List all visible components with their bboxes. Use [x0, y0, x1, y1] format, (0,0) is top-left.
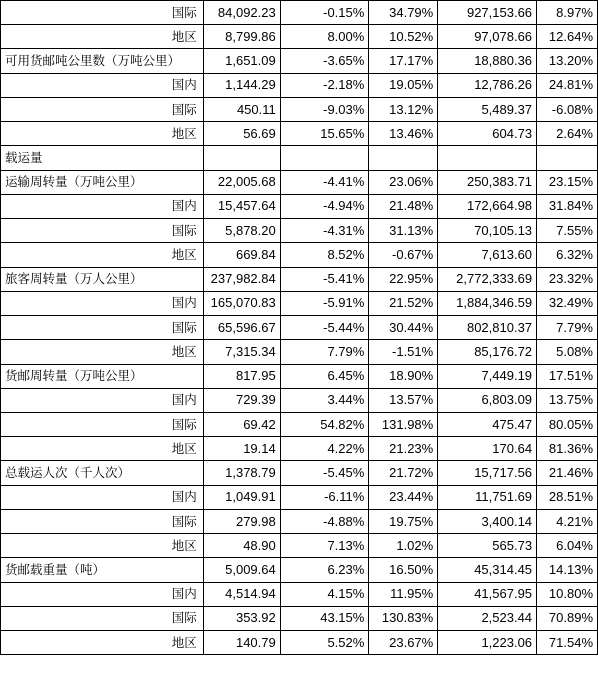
value-cell: 21.48%	[369, 194, 438, 218]
row-label: 旅客周转量（万人公里）	[1, 267, 204, 291]
value-cell: 21.52%	[369, 291, 438, 315]
value-cell: 70.89%	[537, 606, 598, 630]
table-row	[1, 243, 598, 267]
value-cell: 13.57%	[369, 388, 438, 412]
value-cell: 15.65%	[280, 122, 369, 146]
value-cell: 4.22%	[280, 437, 369, 461]
value-cell	[438, 146, 537, 170]
value-cell: 23.06%	[369, 170, 438, 194]
value-cell: 4,514.94	[203, 582, 280, 606]
value-cell: 1,144.29	[203, 73, 280, 97]
value-cell: -9.03%	[280, 97, 369, 121]
value-cell: 18.90%	[369, 364, 438, 388]
table-row	[1, 73, 598, 97]
value-cell: 7,315.34	[203, 340, 280, 364]
row-sublabel: 国际	[1, 316, 204, 340]
row-sublabel: 国际	[1, 412, 204, 436]
value-cell: -6.11%	[280, 485, 369, 509]
value-cell: 23.15%	[537, 170, 598, 194]
value-cell: 2,772,333.69	[438, 267, 537, 291]
row-label: 货邮载重量（吨）	[1, 558, 204, 582]
table-row	[1, 558, 598, 582]
value-cell: 21.46%	[537, 461, 598, 485]
value-cell: 21.23%	[369, 437, 438, 461]
value-cell: -3.65%	[280, 49, 369, 73]
value-cell: 3,400.14	[438, 509, 537, 533]
table-row	[1, 122, 598, 146]
value-cell: 669.84	[203, 243, 280, 267]
value-cell: 7.79%	[280, 340, 369, 364]
row-sublabel: 国内	[1, 485, 204, 509]
value-cell: 802,810.37	[438, 316, 537, 340]
row-sublabel: 国际	[1, 97, 204, 121]
value-cell: -5.45%	[280, 461, 369, 485]
value-cell: 12,786.26	[438, 73, 537, 97]
value-cell: 23.32%	[537, 267, 598, 291]
table-row	[1, 340, 598, 364]
table-row	[1, 485, 598, 509]
value-cell: 43.15%	[280, 606, 369, 630]
value-cell: 3.44%	[280, 388, 369, 412]
value-cell: -0.15%	[280, 1, 369, 25]
row-sublabel: 地区	[1, 437, 204, 461]
value-cell: 5,489.37	[438, 97, 537, 121]
value-cell: 7,613.60	[438, 243, 537, 267]
table-row	[1, 534, 598, 558]
table-row	[1, 194, 598, 218]
value-cell: -4.31%	[280, 219, 369, 243]
value-cell: 80.05%	[537, 412, 598, 436]
value-cell: 1,884,346.59	[438, 291, 537, 315]
row-label: 可用货邮吨公里数（万吨公里）	[1, 49, 204, 73]
value-cell: 4.15%	[280, 582, 369, 606]
row-sublabel: 国际	[1, 606, 204, 630]
value-cell: 19.14	[203, 437, 280, 461]
value-cell: 85,176.72	[438, 340, 537, 364]
table-row	[1, 219, 598, 243]
value-cell: 15,717.56	[438, 461, 537, 485]
row-sublabel: 地区	[1, 25, 204, 49]
row-label: 货邮周转量（万吨公里）	[1, 364, 204, 388]
value-cell: 2,523.44	[438, 606, 537, 630]
value-cell: 17.51%	[537, 364, 598, 388]
value-cell: 475.47	[438, 412, 537, 436]
row-sublabel: 地区	[1, 122, 204, 146]
value-cell: 28.51%	[537, 485, 598, 509]
value-cell: 19.05%	[369, 73, 438, 97]
table-row	[1, 606, 598, 630]
row-sublabel: 地区	[1, 534, 204, 558]
value-cell: -0.67%	[369, 243, 438, 267]
value-cell: 6.45%	[280, 364, 369, 388]
value-cell: 6,803.09	[438, 388, 537, 412]
value-cell	[537, 146, 598, 170]
value-cell: 23.44%	[369, 485, 438, 509]
value-cell	[203, 146, 280, 170]
table-row	[1, 582, 598, 606]
value-cell: 11,751.69	[438, 485, 537, 509]
value-cell: 56.69	[203, 122, 280, 146]
value-cell: 13.20%	[537, 49, 598, 73]
table-row	[1, 509, 598, 533]
row-sublabel: 国内	[1, 291, 204, 315]
value-cell: 353.92	[203, 606, 280, 630]
value-cell: 15,457.64	[203, 194, 280, 218]
value-cell: 11.95%	[369, 582, 438, 606]
value-cell: 165,070.83	[203, 291, 280, 315]
value-cell: 237,982.84	[203, 267, 280, 291]
value-cell: 565.73	[438, 534, 537, 558]
row-label: 载运量	[1, 146, 204, 170]
value-cell: 5,878.20	[203, 219, 280, 243]
value-cell: 12.64%	[537, 25, 598, 49]
value-cell: 1.02%	[369, 534, 438, 558]
value-cell: 6.32%	[537, 243, 598, 267]
value-cell: 8.00%	[280, 25, 369, 49]
value-cell: -6.08%	[537, 97, 598, 121]
value-cell: 729.39	[203, 388, 280, 412]
value-cell: 8.52%	[280, 243, 369, 267]
value-cell: 22.95%	[369, 267, 438, 291]
value-cell: 2.64%	[537, 122, 598, 146]
table-row	[1, 49, 598, 73]
table-row	[1, 170, 598, 194]
row-sublabel: 地区	[1, 631, 204, 655]
value-cell: 84,092.23	[203, 1, 280, 25]
value-cell: 10.80%	[537, 582, 598, 606]
table-row	[1, 437, 598, 461]
row-label: 运输周转量（万吨公里）	[1, 170, 204, 194]
value-cell: 250,383.71	[438, 170, 537, 194]
row-sublabel: 国内	[1, 194, 204, 218]
value-cell: 30.44%	[369, 316, 438, 340]
value-cell: 31.13%	[369, 219, 438, 243]
table-row	[1, 461, 598, 485]
value-cell: 140.79	[203, 631, 280, 655]
value-cell: 7.13%	[280, 534, 369, 558]
value-cell: 17.17%	[369, 49, 438, 73]
statistics-table-body	[1, 1, 598, 655]
value-cell: 172,664.98	[438, 194, 537, 218]
value-cell: 19.75%	[369, 509, 438, 533]
value-cell: 5.52%	[280, 631, 369, 655]
value-cell: 14.13%	[537, 558, 598, 582]
value-cell: 6.23%	[280, 558, 369, 582]
table-row	[1, 146, 598, 170]
value-cell: 1,651.09	[203, 49, 280, 73]
value-cell: 7.55%	[537, 219, 598, 243]
row-sublabel: 国际	[1, 1, 204, 25]
value-cell: -4.94%	[280, 194, 369, 218]
value-cell: 71.54%	[537, 631, 598, 655]
row-sublabel: 地区	[1, 340, 204, 364]
value-cell: 4.21%	[537, 509, 598, 533]
value-cell: 8,799.86	[203, 25, 280, 49]
table-row	[1, 25, 598, 49]
value-cell: 5.08%	[537, 340, 598, 364]
value-cell: 1,378.79	[203, 461, 280, 485]
value-cell: 65,596.67	[203, 316, 280, 340]
value-cell	[369, 146, 438, 170]
value-cell: -4.41%	[280, 170, 369, 194]
table-row	[1, 364, 598, 388]
value-cell: 24.81%	[537, 73, 598, 97]
table-row	[1, 97, 598, 121]
table-row	[1, 388, 598, 412]
value-cell: 8.97%	[537, 1, 598, 25]
value-cell: -4.88%	[280, 509, 369, 533]
value-cell: 5,009.64	[203, 558, 280, 582]
value-cell: 45,314.45	[438, 558, 537, 582]
value-cell: 69.42	[203, 412, 280, 436]
value-cell: 604.73	[438, 122, 537, 146]
value-cell: -2.18%	[280, 73, 369, 97]
row-label: 总载运人次（千人次）	[1, 461, 204, 485]
row-sublabel: 国内	[1, 73, 204, 97]
value-cell: 279.98	[203, 509, 280, 533]
table-row	[1, 631, 598, 655]
table-row	[1, 412, 598, 436]
value-cell: -5.91%	[280, 291, 369, 315]
table-row	[1, 316, 598, 340]
value-cell: 41,567.95	[438, 582, 537, 606]
value-cell: -5.44%	[280, 316, 369, 340]
value-cell: 13.75%	[537, 388, 598, 412]
table-row	[1, 267, 598, 291]
row-sublabel: 地区	[1, 243, 204, 267]
value-cell: 31.84%	[537, 194, 598, 218]
value-cell: 10.52%	[369, 25, 438, 49]
table-row	[1, 1, 598, 25]
value-cell: 131.98%	[369, 412, 438, 436]
value-cell	[280, 146, 369, 170]
row-sublabel: 国内	[1, 388, 204, 412]
value-cell: 18,880.36	[438, 49, 537, 73]
value-cell: 34.79%	[369, 1, 438, 25]
value-cell: 23.67%	[369, 631, 438, 655]
value-cell: 927,153.66	[438, 1, 537, 25]
value-cell: 450.11	[203, 97, 280, 121]
value-cell: 32.49%	[537, 291, 598, 315]
value-cell: 21.72%	[369, 461, 438, 485]
value-cell: 7,449.19	[438, 364, 537, 388]
value-cell: 817.95	[203, 364, 280, 388]
row-sublabel: 国内	[1, 582, 204, 606]
value-cell: 1,049.91	[203, 485, 280, 509]
value-cell: 81.36%	[537, 437, 598, 461]
value-cell: 54.82%	[280, 412, 369, 436]
value-cell: 70,105.13	[438, 219, 537, 243]
value-cell: -1.51%	[369, 340, 438, 364]
row-sublabel: 国际	[1, 219, 204, 243]
value-cell: 6.04%	[537, 534, 598, 558]
value-cell: -5.41%	[280, 267, 369, 291]
row-sublabel: 国际	[1, 509, 204, 533]
value-cell: 170.64	[438, 437, 537, 461]
table-row	[1, 291, 598, 315]
value-cell: 48.90	[203, 534, 280, 558]
value-cell: 97,078.66	[438, 25, 537, 49]
value-cell: 16.50%	[369, 558, 438, 582]
value-cell: 130.83%	[369, 606, 438, 630]
value-cell: 13.46%	[369, 122, 438, 146]
value-cell: 13.12%	[369, 97, 438, 121]
value-cell: 7.79%	[537, 316, 598, 340]
value-cell: 22,005.68	[203, 170, 280, 194]
value-cell: 1,223.06	[438, 631, 537, 655]
